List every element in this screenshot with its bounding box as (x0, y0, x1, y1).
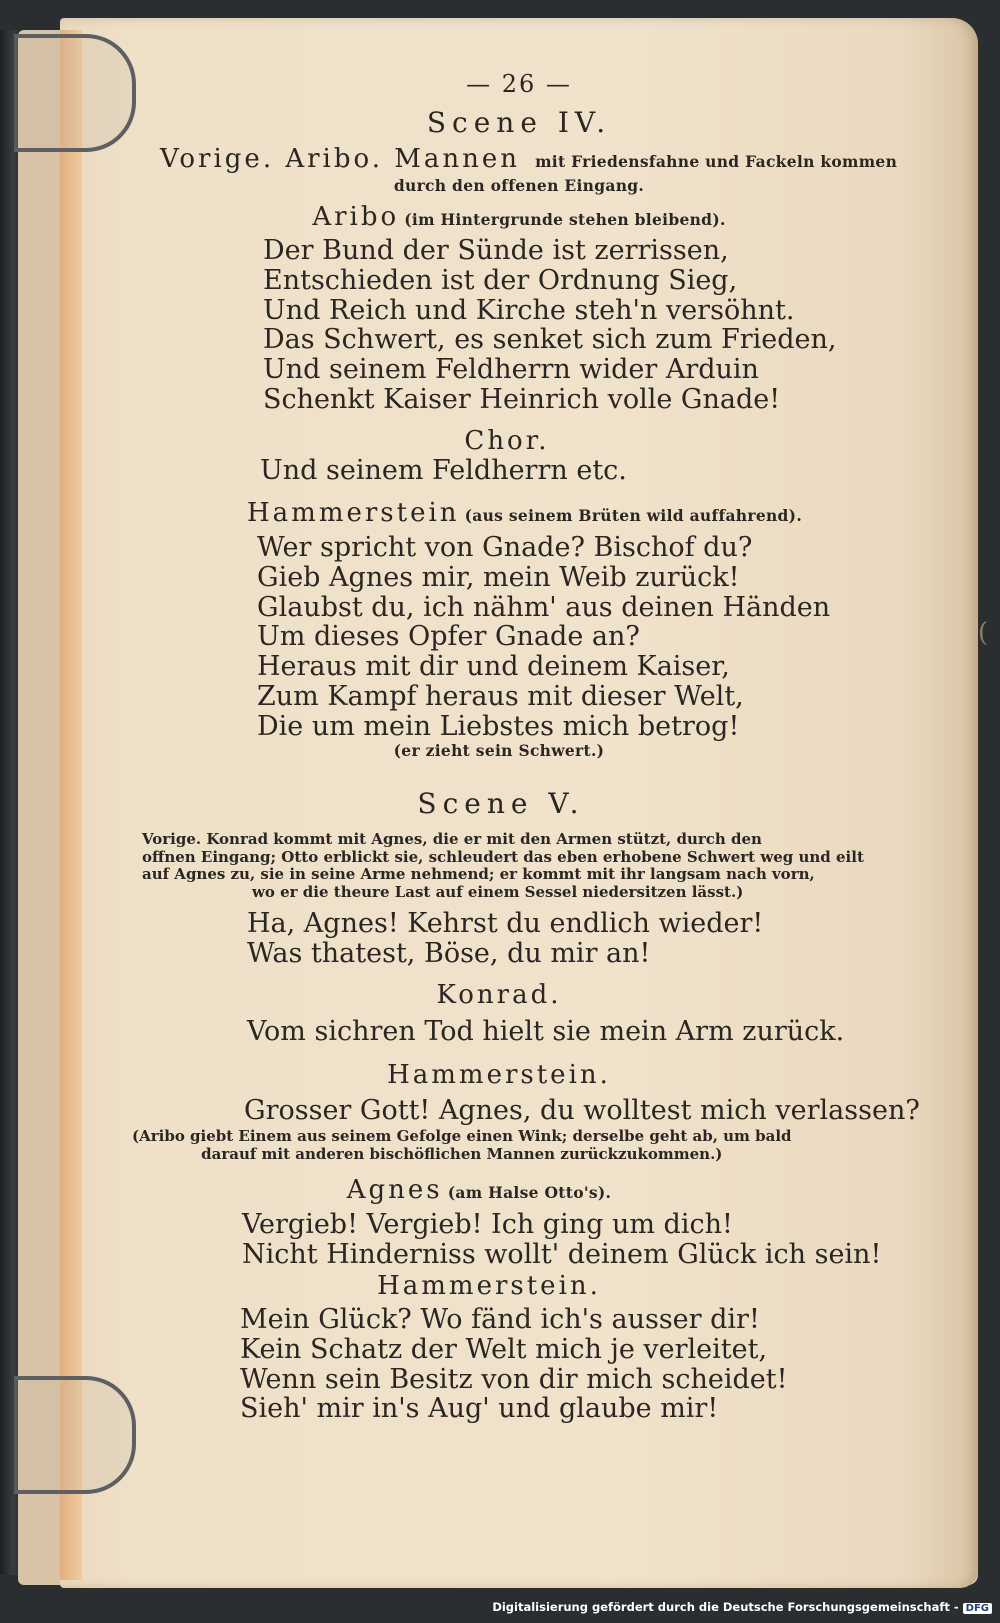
hammerstein-verse (257, 533, 830, 742)
verse-line: Und Reich und Kirche steh'n versöhnt. (263, 294, 795, 326)
edge-mark: ( (977, 618, 988, 648)
page-content (60, 0, 978, 1600)
hammerstein-verse-2: Grosser Gott! Agnes, du wolltest mich verlassen? (244, 1095, 920, 1126)
hammerstein-speaker: Hammerstein (247, 498, 460, 528)
verse-line: Heraus mit dir und deinem Kaiser, (257, 651, 730, 683)
stage-line: offnen Eingang; Otto erblickt sie, schleudert das eben erhobene Schwert weg und eilt (142, 847, 864, 866)
verse-line: Und seinem Feldherrn wider Arduin (263, 354, 759, 386)
stage-line: darauf mit anderen bischöflichen Mannen zurückzukommen.) (201, 1144, 723, 1163)
verse-line: Der Bund der Sünde ist zerrissen, (263, 235, 729, 266)
digitization-footer (492, 1600, 992, 1614)
cast-stage: mit Friedensfahne und Fackeln kommen (535, 152, 898, 171)
scene-5-heading: Scene V. (417, 787, 585, 820)
stage-line: Vorige. Konrad kommt mit Agnes, die er mit den Armen stützt, durch den (142, 830, 762, 848)
aribo-speaker: Aribo (312, 202, 400, 232)
konrad-speaker: Konrad. (436, 980, 562, 1010)
scene-4-heading: Scene IV. (426, 106, 612, 139)
chor-speaker: Chor. (464, 426, 550, 456)
aribo-direction: (im Hintergrunde stehen bleibend). (404, 210, 726, 229)
agnes-direction: (am Halse Otto's). (447, 1183, 612, 1202)
verse-line: Nicht Hinderniss wollt' deinem Glück ich sein! (242, 1238, 882, 1270)
hammerstein-after-direction: (er zieht sein Schwert.) (393, 741, 605, 760)
aribo-verse (263, 236, 837, 415)
verse-line: Kein Schatz der Welt mich je verleitet, (240, 1333, 768, 1365)
verse-line: Sieh' mir in's Aug' und glaube mir! (240, 1393, 719, 1425)
verse-line: Wenn sein Besitz von dir mich scheidet! (240, 1363, 788, 1395)
stage-line: auf Agnes zu, sie in seine Arme nehmend; er kommt mit ihr langsam nach vorn, (142, 865, 815, 883)
aribo-speaker-line (60, 202, 978, 232)
dfg-logo: DFG (963, 1603, 992, 1614)
hammerstein-direction: (aus seinem Brüten wild auffahrend). (464, 506, 803, 525)
verse-line: Ha, Agnes! Kehrst du endlich wieder! (247, 908, 764, 939)
stage-line: (Aribo giebt Einem aus seinem Gefolge einen Wink; derselbe geht ab, um bald (132, 1127, 792, 1145)
cast-names: Vorige. Aribo. Mannen (160, 144, 520, 174)
hammerstein-speaker-2: Hammerstein. (387, 1060, 611, 1090)
verse-line: Glaubst du, ich nähm' aus deinen Händen (257, 591, 831, 623)
agnes-speaker: Agnes (346, 1175, 443, 1205)
verse-line: Gieb Agnes mir, mein Weib zurück! (257, 561, 740, 593)
hammerstein-speaker-3: Hammerstein. (377, 1271, 601, 1301)
agnes-speaker-line (20, 1175, 938, 1205)
scene-4-cast (160, 144, 897, 174)
konrad-verse: Vom sichren Tod hielt sie mein Arm zurück. (247, 1016, 845, 1047)
verse-line: Zum Kampf heraus mit dieser Welt, (257, 680, 744, 712)
verse-line: Das Schwert, es senket sich zum Frieden, (263, 324, 837, 356)
verse-line: Was thatest, Böse, du mir an! (247, 937, 651, 969)
verse-line: Mein Glück? Wo fänd ich's ausser dir! (240, 1304, 760, 1335)
otto-verse (247, 909, 763, 969)
hammerstein-speaker-line (247, 498, 802, 528)
aribo-stage-direction (132, 1128, 792, 1163)
footer-text: Digitalisierung gefördert durch die Deutsche Forschungsgemeinschaft - (492, 1600, 959, 1614)
cast-stage-2: durch den offenen Eingang. (393, 176, 645, 195)
verse-line: Entschieden ist der Ordnung Sieg, (263, 264, 738, 296)
stage-line: wo er die theure Last auf einem Sessel niedersitzen lässt.) (252, 882, 744, 901)
verse-line: Die um mein Liebstes mich betrog! (257, 710, 740, 742)
chor-verse: Und seinem Feldherrn etc. (260, 455, 627, 486)
verse-line: Schenkt Kaiser Heinrich volle Gnade! (263, 383, 781, 415)
page-number: — 26 — (466, 70, 572, 98)
agnes-verse (242, 1210, 881, 1270)
verse-line: Vergieb! Vergieb! Ich ging um dich! (242, 1209, 733, 1240)
verse-line: Wer spricht von Gnade? Bischof du? (257, 532, 753, 563)
verse-line: Um dieses Opfer Gnade an? (257, 621, 640, 653)
scene-5-stage-direction (142, 831, 864, 901)
hammerstein-verse-3 (240, 1305, 787, 1424)
